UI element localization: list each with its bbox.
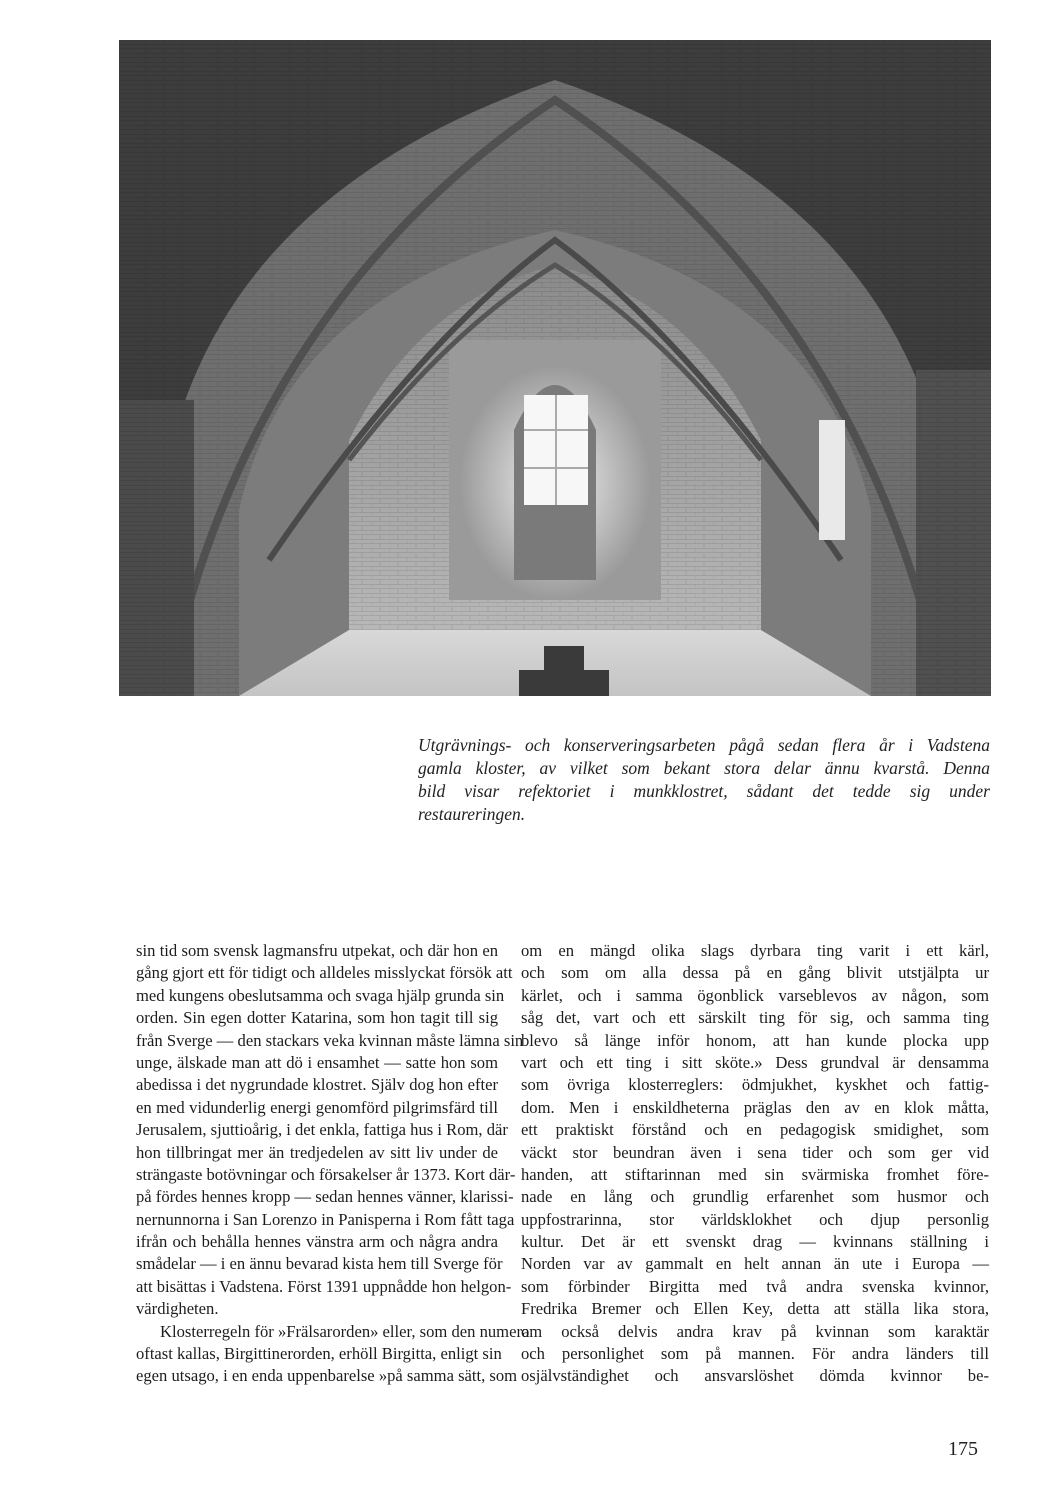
text-line: Fredrika Bremer och Ellen Key, detta att ställa lika stora, — [521, 1299, 989, 1319]
text-line: vart och ett ting i sitt sköte.» Dess grundval är densamma — [521, 1052, 989, 1072]
text-line: på fördes hennes kropp — sedan hennes vänner, klarissi- — [136, 1187, 514, 1207]
text-line: hon tillbringat mer än tredjedelen av sitt liv under de — [136, 1142, 498, 1162]
text-line: orden. Sin egen dotter Katarina, som hon tagit till sig — [136, 1008, 498, 1028]
text-line: Klosterregeln för »Frälsarorden» eller, som den numera — [160, 1321, 530, 1341]
text-line: osjälvständighet och ansvarslöshet dömda kvinnor be- — [521, 1366, 989, 1386]
text-line: en med vidunderlig energi genomförd pilgrimsfärd till — [136, 1097, 498, 1117]
right-text-column — [521, 940, 989, 1388]
caption-line: gamla kloster, av vilket som bekant stora delar ännu kvarstå. Denna — [418, 758, 990, 778]
text-line: strängaste botövningar och försakelser år 1373. Kort där- — [136, 1164, 516, 1184]
text-line: nernunnorna i San Lorenzo in Panisperna i Rom fått taga — [136, 1209, 515, 1229]
caption-line: bild visar refektoriet i munkklostret, sådant det tedde sig under — [418, 781, 990, 801]
text-line: abedissa i det nygrundade klostret. Själv dog hon efter — [136, 1075, 498, 1095]
text-line: och som om alla dessa på en gång blivit utstjälpta ur — [521, 963, 989, 983]
text-line: som förbinder Birgitta med två andra svenska kvinnor, — [521, 1276, 989, 1296]
page-number: 175 — [948, 1438, 978, 1460]
text-line: smådelar — i en ännu bevarad kista hem till Sverge för — [136, 1254, 503, 1274]
text-line: blevo så länge inför honom, att han kunde plocka upp — [521, 1030, 989, 1050]
text-line: kärlet, och i samma ögonblick varseblevos av någon, som — [521, 985, 989, 1005]
text-line: oftast kallas, Birgittinerorden, erhöll Birgitta, enligt sin — [136, 1344, 502, 1364]
text-line: att bisättas i Vadstena. Först 1391 uppnådde hon helgon- — [136, 1276, 512, 1296]
text-line: och personlighet som på mannen. För andra länders till — [521, 1344, 989, 1364]
text-line: värdigheten. — [136, 1299, 219, 1319]
vaulted-hall-image — [119, 40, 991, 696]
caption-line: Utgrävnings- och konserveringsarbeten pågå sedan flera år i Vadstena — [418, 735, 990, 755]
left-text-column — [136, 940, 530, 1388]
caption-line: restaureringen. — [418, 804, 526, 824]
text-line: om också delvis andra krav på kvinnan som karaktär — [521, 1321, 989, 1341]
text-line: med kungens obeslutsamma och svaga hjälp grunda sin — [136, 985, 505, 1005]
text-line: såg det, vart och ett särskilt ting för sig, och samma ting — [521, 1008, 989, 1028]
text-line: som övriga klosterreglers: ödmjukhet, kyskhet och fattig- — [521, 1075, 989, 1095]
text-line: dom. Men i enskildheterna präglas den av en klok måtta, — [521, 1097, 989, 1117]
text-line: gång gjort ett för tidigt och alldeles misslyckat försök att — [136, 963, 513, 983]
text-line: sin tid som svensk lagmansfru utpekat, och där hon en — [136, 941, 498, 960]
text-line: från Sverge — den stackars veka kvinnan måste lämna sin — [136, 1030, 524, 1050]
text-line: väckt stor beundran även i sena tider och som ger vid — [521, 1142, 989, 1162]
text-line: Norden var av gammalt en helt annan än ute i Europa — — [521, 1254, 989, 1274]
text-line: ifrån och behålla hennes vänstra arm och några andra — [136, 1232, 498, 1252]
refectory-photo — [119, 40, 991, 696]
text-line: kultur. Det är ett svenskt drag — kvinnans ställning i — [521, 1232, 989, 1252]
text-line: uppfostrarinna, stor världsklokhet och djup personlig — [521, 1209, 989, 1229]
text-line: nade en lång och grundlig erfarenhet som husmor och — [521, 1187, 989, 1207]
photo-caption — [418, 734, 990, 826]
text-line: om en mängd olika slags dyrbara ting varit i ett kärl, — [521, 941, 989, 960]
text-line: ett praktiskt förstånd och en pedagogisk smidighet, som — [521, 1120, 989, 1140]
text-line: handen, att stiftarinnan med sin svärmiska fromhet före- — [521, 1164, 989, 1184]
text-line: Jerusalem, sjuttioårig, i det enkla, fattiga hus i Rom, där — [136, 1120, 508, 1140]
text-line: egen utsago, i en enda uppenbarelse »på samma sätt, som — [136, 1366, 518, 1386]
text-line: unge, älskade man att dö i ensamhet — satte hon som — [136, 1052, 498, 1072]
